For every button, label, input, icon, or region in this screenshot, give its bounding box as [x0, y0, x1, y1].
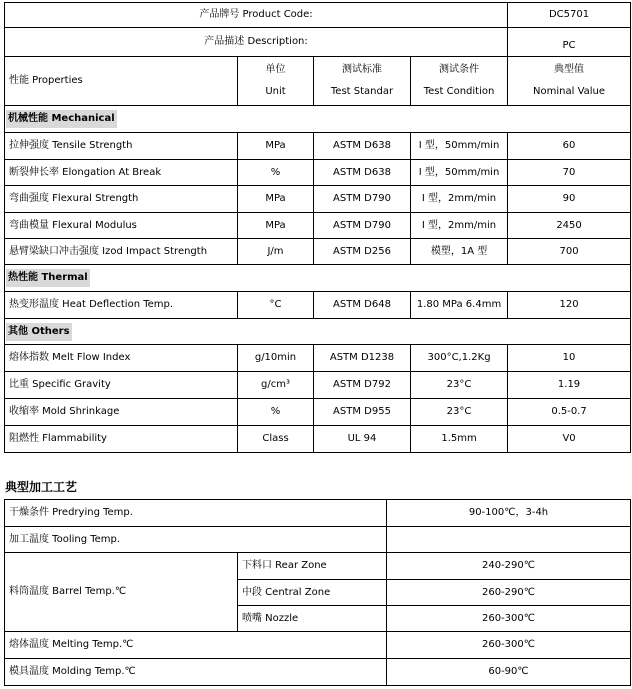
row-standard: ASTM D256 — [314, 239, 411, 265]
col-unit-en: Unit — [265, 86, 286, 97]
table-row — [5, 553, 631, 580]
section-thermal — [5, 265, 631, 292]
row-unit: % — [238, 399, 314, 426]
col-condition-cn: 测试条件 — [439, 64, 480, 75]
product-code-row — [5, 3, 631, 28]
row-condition: I 型，2mm/min — [411, 186, 508, 213]
tooling-label: 加工温度 Tooling Temp. — [5, 527, 387, 553]
predrying-label: 干燥条件 Predrying Temp. — [5, 500, 387, 527]
row-property: 断裂伸长率 Elongation At Break — [5, 160, 238, 186]
col-unit — [238, 57, 314, 106]
row-standard: ASTM D790 — [314, 186, 411, 213]
row-standard: ASTM D955 — [314, 399, 411, 426]
row-value: 90 — [508, 186, 631, 213]
table-row — [5, 659, 631, 686]
row-standard: ASTM D1238 — [314, 345, 411, 372]
table-row — [5, 213, 631, 239]
col-value-cn: 典型值 — [554, 64, 585, 75]
row-standard: ASTM D648 — [314, 292, 411, 319]
row-value: 10 — [508, 345, 631, 372]
section-title: 其他 Others — [6, 323, 72, 341]
description-row — [5, 28, 631, 57]
table-row — [5, 186, 631, 213]
col-unit-cn: 单位 — [265, 64, 286, 75]
central-label: 中段 Central Zone — [238, 580, 387, 606]
column-header-row — [5, 57, 631, 106]
row-property: 拉伸强度 Tensile Strength — [5, 133, 238, 160]
row-condition: 23°C — [411, 399, 508, 426]
row-condition: I 型，50mm/min — [411, 133, 508, 160]
row-value: 2450 — [508, 213, 631, 239]
melting-value: 260-300℃ — [387, 632, 631, 659]
section-title: 热性能 Thermal — [6, 269, 90, 287]
table-row — [5, 133, 631, 160]
row-property: 比重 Specific Gravity — [5, 372, 238, 399]
description-value: PC — [508, 28, 631, 57]
table-row — [5, 527, 631, 553]
row-standard: UL 94 — [314, 426, 411, 453]
section-others — [5, 319, 631, 345]
row-standard: ASTM D792 — [314, 372, 411, 399]
description-label: 产品描述 Description: — [5, 28, 508, 57]
row-property: 阻燃性 Flammability — [5, 426, 238, 453]
properties-table — [4, 2, 631, 453]
rear-label: 下料口 Rear Zone — [238, 553, 387, 580]
row-property: 收缩率 Mold Shrinkage — [5, 399, 238, 426]
barrel-label: 料筒温度 Barrel Temp.℃ — [5, 553, 238, 632]
row-property: 弯曲模量 Flexural Modulus — [5, 213, 238, 239]
table-row — [5, 160, 631, 186]
row-value: V0 — [508, 426, 631, 453]
row-property: 热变形温度 Heat Deflection Temp. — [5, 292, 238, 319]
row-unit: g/cm³ — [238, 372, 314, 399]
row-property: 悬臂梁缺口冲击强度 Izod Impact Strength — [5, 239, 238, 265]
row-property: 熔体指数 Melt Flow Index — [5, 345, 238, 372]
molding-value: 60-90℃ — [387, 659, 631, 686]
central-value: 260-290℃ — [387, 580, 631, 606]
predrying-value: 90-100℃，3-4h — [387, 500, 631, 527]
row-condition: I 型，50mm/min — [411, 160, 508, 186]
product-code-value: DC5701 — [508, 3, 631, 28]
row-condition: 23°C — [411, 372, 508, 399]
row-unit: g/10min — [238, 345, 314, 372]
row-unit: °C — [238, 292, 314, 319]
col-standard-cn: 测试标准 — [342, 64, 382, 75]
melting-label: 熔体温度 Melting Temp.℃ — [5, 632, 387, 659]
col-properties: 性能 Properties — [5, 57, 238, 106]
row-condition: 模塑，1A 型 — [411, 239, 508, 265]
row-value: 0.5-0.7 — [508, 399, 631, 426]
row-unit: Class — [238, 426, 314, 453]
processing-title: 典型加工工艺 — [5, 480, 78, 494]
table-row — [5, 239, 631, 265]
col-value-en: Nominal Value — [533, 86, 606, 97]
molding-label: 模具温度 Molding Temp.℃ — [5, 659, 387, 686]
row-unit: % — [238, 160, 314, 186]
row-value: 1.19 — [508, 372, 631, 399]
table-row — [5, 292, 631, 319]
section-mechanical — [5, 106, 631, 133]
row-standard: ASTM D790 — [314, 213, 411, 239]
row-value: 120 — [508, 292, 631, 319]
table-row — [5, 632, 631, 659]
table-row — [5, 399, 631, 426]
col-condition — [411, 57, 508, 106]
product-code-label: 产品牌号 Product Code: — [5, 3, 508, 28]
row-property: 弯曲强度 Flexural Strength — [5, 186, 238, 213]
row-unit: MPa — [238, 213, 314, 239]
row-condition: I 型，2mm/min — [411, 213, 508, 239]
col-standard — [314, 57, 411, 106]
row-unit: MPa — [238, 186, 314, 213]
section-title: 机械性能 Mechanical — [6, 110, 117, 128]
table-row — [5, 372, 631, 399]
row-unit: MPa — [238, 133, 314, 160]
rear-value: 240-290℃ — [387, 553, 631, 580]
processing-table — [4, 499, 631, 686]
table-row — [5, 345, 631, 372]
row-condition: 1.80 MPa 6.4mm — [411, 292, 508, 319]
row-value: 70 — [508, 160, 631, 186]
row-condition: 300°C,1.2Kg — [411, 345, 508, 372]
row-value: 60 — [508, 133, 631, 160]
row-unit: J/m — [238, 239, 314, 265]
col-condition-en: Test Condition — [423, 86, 495, 97]
row-standard: ASTM D638 — [314, 160, 411, 186]
table-row — [5, 426, 631, 453]
row-value: 700 — [508, 239, 631, 265]
row-standard: ASTM D638 — [314, 133, 411, 160]
nozzle-value: 260-300℃ — [387, 606, 631, 632]
col-value — [508, 57, 631, 106]
col-standard-en: Test Standar — [330, 86, 394, 97]
table-row — [5, 500, 631, 527]
row-condition: 1.5mm — [411, 426, 508, 453]
nozzle-label: 喷嘴 Nozzle — [238, 606, 387, 632]
